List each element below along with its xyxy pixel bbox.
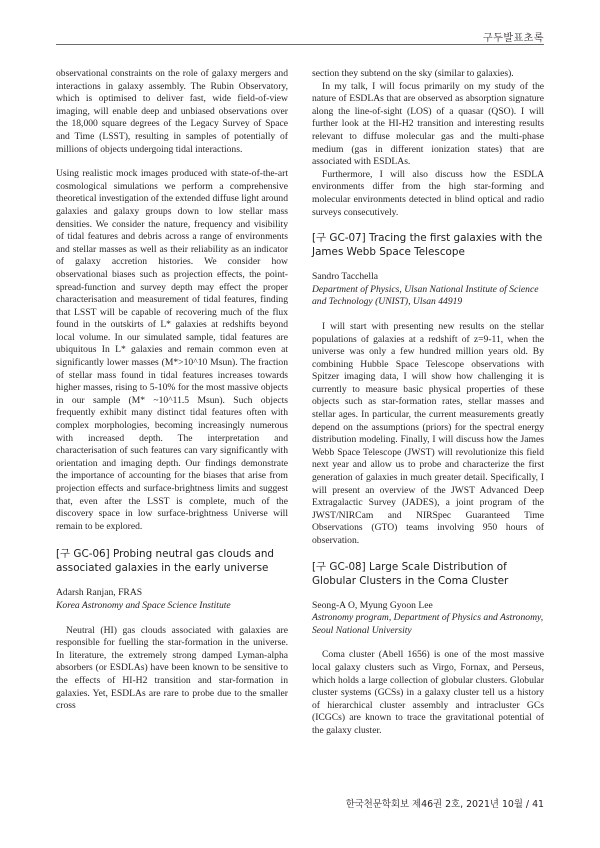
header-rule bbox=[56, 44, 544, 45]
body-paragraph: Coma cluster (Abell 1656) is one of the most massive local galaxy clusters such as Virgo, Fornax, and Perseus, which holds a large collection of globular clusters. Globular cluster systems (GCSs) in a galaxy cluster tell us a history of hierarchical cluster assembly and intracluster GCs (ICGCs) are known to trace the gravitational potential of the galaxy cluster. bbox=[312, 649, 544, 736]
left-column bbox=[56, 68, 288, 713]
section-label: 구두발표초록 bbox=[483, 33, 544, 44]
body-paragraph: Furthermore, I will also discuss how the ESDLA environments differ from the high star-forming and molecular environments detected in blind optical and radio surveys consecutively. bbox=[312, 168, 544, 218]
body-paragraph: section they subtend on the sky (similar to galaxies). bbox=[312, 68, 514, 79]
abstract-title-gc06: [구 GC-06] Probing neutral gas clouds and associated galaxies in the early universe bbox=[56, 548, 275, 575]
body-paragraph: I will start with presenting new results on the stellar populations of galaxies at a redshift of z=9-11, when the universe was only a few hundred million years old. By combining Hubble Space Telescope observations with Spitzer imaging data, I will show how challenging it is currently to measure basic physical properties of these objects such as star-formation rates, stellar masses and stellar ages. In particular, the current measurements greatly depend on the assumptions (priors) for the spectral energy distribution modeling. Finally, I will discuss how the James Webb Space Telescope (JWST) will revolutionize this field next year and allow us to probe and characterize the first generation of galaxies in much greater detail. Specifically, I will present an overview of the JWST Advanced Deep Extragalactic Survey (JADES), a joint program of the JWST/NIRCam and NIRSpec Guaranteed Time Observations (GTO) teams involving 950 hours of observation. bbox=[312, 320, 544, 546]
body-paragraph: In my talk, I will focus primarily on my study of the nature of ESDLAs that are observed as absorption signature along the line-of-sight (LOS) of a quasar (QSO). I will further look at the HI-H2 transition and interesting results relevant to diffuse molecular gas and the multi-phase medium (gas in different ionization states) that are associated with ESDLAs. bbox=[312, 80, 544, 168]
abstract-title-gc08: [구 GC-08] Large Scale Distribution of Globular Clusters in the Coma Cluster bbox=[312, 560, 509, 587]
page-footer: 한국천문학회보 제46권 2호, 2021년 10월 / 41 bbox=[345, 799, 544, 810]
affiliation-line: Astronomy program, Department of Physics and Astronomy, Seoul National University bbox=[312, 612, 544, 636]
body-paragraph: Using realistic mock images produced with state-of-the-art cosmological simulations we perform a comprehensive theoretical investigation of the extended diffuse light around galaxies and galaxy groups down to low stellar mass densities. We consider the nature, frequency and visibility of tidal features and debris across a range of environments and stellar masses as well as their reliability as an indicator of galaxy accretion histories. We consider how observational biases such as projection effects, the point-spread-function and survey depth may effect the proper characterisation and measurement of tidal features, finding that LSST will be capable of recovering much of the flux found in the outskirts of L* galaxies at redshifts beyond local volume. In our simulated sample, tidal features are ubiquitous In L* galaxies and remain common even at significantly lower masses (M*>10^10 Msun). The fraction of stellar mass found in tidal features increases towards higher masses, rising to 5-10% for the most massive objects in our sample (M* ~10^11.5 Msun). Such objects frequently exhibit many distinct tidal features often with complex morphologies, becoming increasingly numerous with increased depth. The interpretation and characterisation of such features can vary significantly with orientation and imaging depth. Our findings demonstrate the importance of accounting for the biases that arise from projection effects and surface-brightness limits and suggest that, even after the LSST is complete, much of the discovery space in low surface-brightness Universe will remain to be explored. bbox=[56, 168, 288, 532]
author-line: Adarsh Ranjan, FRAS bbox=[56, 587, 143, 599]
body-paragraph: Neutral (HI) gas clouds associated with galaxies are responsible for fuelling the star-formation in the universe. In literature, the extremely strong damped Lyman-alpha absorbers (or ESDLAs) have been known to be sensitive to the effects of HI-H2 transition and star-formation in galaxies. Yet, ESDLAs are rare to probe due to the smaller cross bbox=[56, 624, 288, 712]
affiliation-line: Department of Physics, Ulsan National Institute of Science and Technology (UNIST), Ulsan 44919 bbox=[312, 283, 539, 308]
right-column bbox=[312, 68, 544, 738]
abstract-title-gc07: [구 GC-07] Tracing the first galaxies with the James Webb Space Telescope bbox=[312, 232, 543, 259]
author-line: Sandro Tacchella bbox=[312, 271, 379, 283]
author-line: Seong-A O, Myung Gyoon Lee bbox=[312, 599, 433, 611]
affiliation-line: Korea Astronomy and Space Science Institute bbox=[56, 599, 231, 611]
body-paragraph: observational constraints on the role of galaxy mergers and interactions in galaxy assembly. The Rubin Observatory, which is optimised to deliver fast, wide field-of-view imaging, will enable deep and unbiased observations over the 18,000 square degrees of the Legacy Survey of Space and Time (LSST), resulting in samples of potentially of millions of objects undergoing tidal interactions. bbox=[56, 68, 288, 155]
